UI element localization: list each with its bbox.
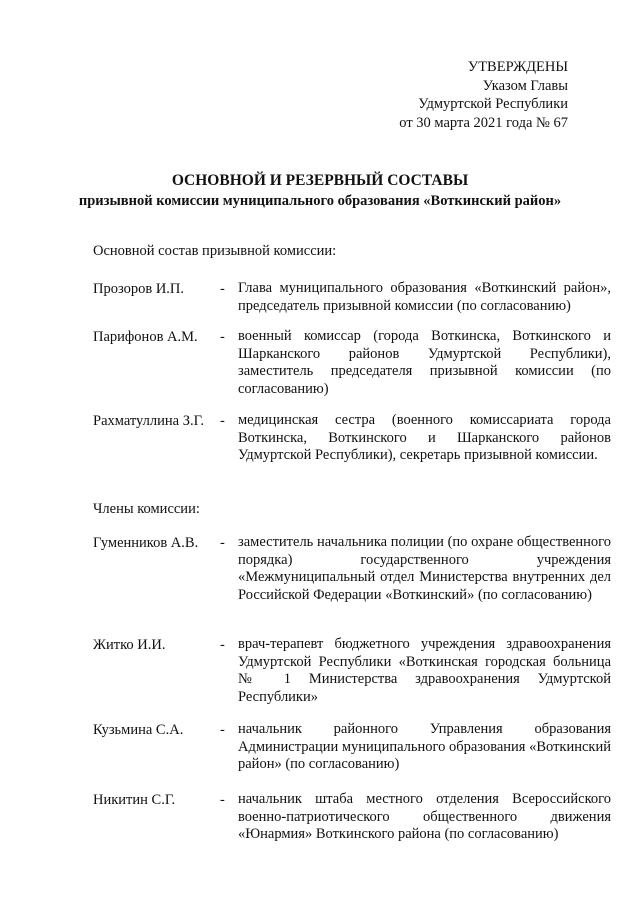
member-dash: - [220,413,225,429]
document-title: ОСНОВНОЙ И РЕЗЕРВНЫЙ СОСТАВЫ [171,172,469,189]
member-dash: - [220,535,225,551]
member-name: Кузьмина С.А. [93,722,184,738]
approval-line-1: УТВЕРЖДЕНЫ [467,59,568,75]
member-name: Гуменников А.В. [93,535,199,551]
member-entry [93,280,611,315]
member-description: заместитель начальника полиции (по охране общественного порядка) государственного учреждения «Межмуниципальный отдел Министерства внутренних дел Российской Федерации «Воткинский» (по согласованию) [238,534,611,603]
member-description: начальник районного Управления образования Администрации муниципального образования «Воткинский район» (по согласованию) [238,721,611,772]
member-name: Рахматуллина З.Г. [93,413,204,429]
member-name: Парифонов А.М. [93,329,198,345]
main-section-label: Основной состав призывной комиссии: [93,243,337,259]
member-entry [93,534,611,604]
member-description: врач-терапевт бюджетного учреждения здравоохранения Удмуртской Республики «Воткинская городская больница № 1 Министерства здравоохранения Удмуртской Республики» [238,636,611,705]
approval-line-2: Указом Главы [482,77,568,94]
member-description: начальник штаба местного отделения Всероссийского военно-патриотического общественного движения «Юнармия» Воткинского района (по согласованию) [238,791,611,842]
member-description: медицинская сестра (военного комиссариата города Воткинска, Воткинского и Шарканского районов Удмуртской Республики), секретарь призывной комиссии. [238,412,611,463]
approval-block [399,58,568,132]
member-entry [93,636,611,706]
member-name: Прозоров И.П. [93,281,185,297]
member-entry [93,791,611,844]
member-dash: - [220,281,225,297]
members-section-label: Члены комиссии: [93,501,200,517]
member-entry [93,412,611,465]
approval-line-4: от 30 марта 2021 года № 67 [399,114,568,131]
member-dash: - [220,792,225,808]
member-dash: - [220,637,225,653]
member-description: Глава муниципального образования «Воткинский район», председатель призывной комиссии (по согласованию) [238,280,611,314]
member-name: Никитин С.Г. [93,792,176,808]
approval-line-3: Удмуртской Республики [418,96,568,112]
member-dash: - [220,722,225,738]
member-name: Житко И.И. [93,637,166,653]
member-entry [93,721,611,774]
member-description: военный комиссар (города Воткинска, Воткинского и Шарканского районов Удмуртской Республики), заместитель председателя призывной комиссии (по согласованию) [238,328,611,397]
member-dash: - [220,329,225,345]
document-subtitle: призывной комиссии муниципального образования «Воткинский район» [78,193,562,209]
member-entry [93,328,611,398]
